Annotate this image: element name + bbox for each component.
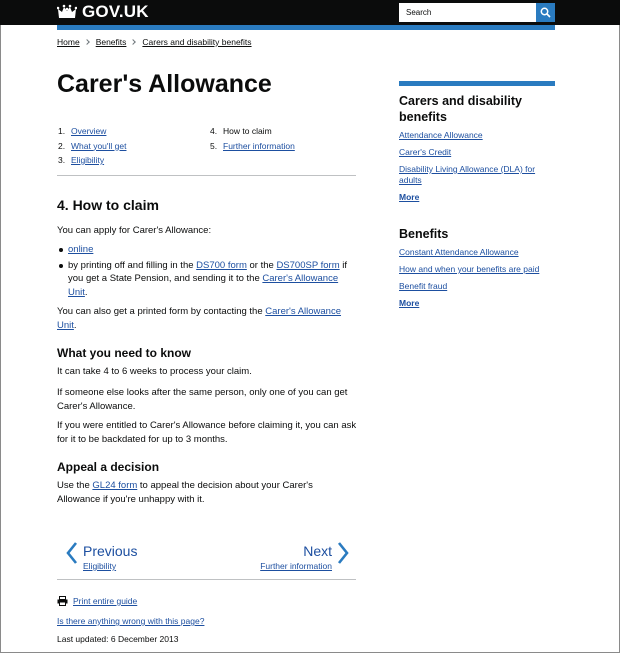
page-title: Carer's Allowance	[57, 70, 272, 98]
breadcrumb-carers[interactable]: Carers and disability benefits	[142, 37, 252, 47]
appeal-paragraph: Use the GL24 form to appeal the decision about your Carer's Allowance if you're unhappy with it.	[57, 480, 313, 505]
breadcrumb	[57, 37, 252, 47]
header-accent-bar	[57, 25, 555, 30]
contents-list-left	[58, 124, 126, 168]
know-paragraph: If you were entitled to Carer's Allowance before claiming it, you can ask for it to be backdated for up to 3 months.	[57, 420, 357, 445]
contents-item: 4. How to claim	[210, 124, 295, 139]
contents-item: 2. What you'll get	[58, 139, 126, 154]
govuk-logo[interactable]	[57, 2, 149, 22]
gl24-form-link[interactable]: GL24 form	[92, 480, 138, 491]
contents-current-how-to-claim: How to claim	[223, 126, 272, 136]
know-paragraph: It can take 4 to 6 weeks to process your claim.	[57, 366, 252, 377]
contents-item: 3. Eligibility	[58, 153, 126, 168]
logo-text: GOV.UK	[82, 2, 149, 21]
search-icon	[540, 7, 551, 18]
sidebar-link[interactable]: Constant Attendance Allowance	[399, 247, 519, 257]
contents-item: 1. Overview	[58, 124, 126, 139]
next-page-link[interactable]	[258, 541, 350, 572]
apply-methods-list	[57, 243, 357, 301]
sidebar-heading-benefits: Benefits	[399, 227, 449, 241]
sidebar-link[interactable]: How and when your benefits are paid	[399, 264, 540, 274]
search-input[interactable]	[399, 3, 536, 22]
chevron-right-icon	[131, 39, 137, 45]
chevron-right-icon	[84, 39, 90, 45]
divider	[57, 579, 356, 580]
contents-link-what-youll-get[interactable]: What you'll get	[71, 140, 127, 151]
previous-label: Previous	[83, 543, 138, 559]
sidebar-link[interactable]: Carer's Credit	[399, 147, 452, 157]
sidebar-link[interactable]: Disability Living Allowance (DLA) for adults	[399, 164, 536, 185]
search-box	[399, 3, 555, 22]
next-subtitle: Further information	[260, 561, 332, 571]
divider	[57, 175, 356, 176]
printer-icon	[57, 596, 68, 606]
list-item	[57, 259, 357, 300]
contents-item: 5. Further information	[210, 139, 295, 154]
sidebar-list-carers	[399, 130, 555, 209]
print-guide-label[interactable]: Print entire guide	[73, 596, 138, 606]
ds700sp-form-link[interactable]: DS700SP form	[276, 259, 340, 271]
print-guide-link[interactable]	[57, 596, 137, 606]
breadcrumb-home[interactable]: Home	[57, 37, 80, 47]
search-button[interactable]	[536, 3, 555, 22]
sidebar-link[interactable]: Benefit fraud	[399, 281, 448, 291]
site-header	[0, 0, 620, 25]
sidebar-list-benefits	[399, 247, 555, 315]
sidebar-link[interactable]: Attendance Allowance	[399, 130, 483, 140]
appeal-heading: Appeal a decision	[57, 460, 160, 474]
ds700-form-link[interactable]: DS700 form	[196, 259, 247, 271]
carers-allowance-unit-link[interactable]: Carer's Allowance Unit	[57, 306, 342, 331]
bullet	[57, 243, 68, 257]
carers-allowance-unit-link[interactable]: Carer's Allowance Unit	[68, 273, 339, 298]
contents-list-right	[210, 124, 295, 153]
intro-text: You can apply for Carer's Allowance:	[57, 225, 212, 236]
sidebar-heading-carers: Carers and disability benefits	[399, 94, 522, 124]
contents-link-overview[interactable]: Overview	[71, 126, 107, 136]
sidebar-more-link[interactable]: More	[399, 298, 420, 308]
bullet	[57, 259, 68, 300]
last-updated: Last updated: 6 December 2013	[57, 634, 179, 644]
report-problem-link[interactable]: Is there anything wrong with this page?	[57, 616, 205, 626]
know-heading: What you need to know	[57, 346, 191, 360]
know-paragraph: If someone else looks after the same person, only one of you can get Carer's Allowance.	[57, 387, 348, 412]
section-heading: 4. How to claim	[57, 197, 159, 213]
breadcrumb-benefits[interactable]: Benefits	[95, 37, 127, 47]
online-link[interactable]: online	[68, 244, 94, 255]
printed-form-text: You can also get a printed form by contacting the Carer's Allowance Unit.	[57, 306, 342, 331]
list-item	[57, 243, 357, 257]
chevron-left-icon	[65, 541, 79, 565]
chevron-right-icon	[336, 541, 350, 565]
sidebar-more-link[interactable]: More	[399, 192, 420, 202]
list-item-text: by printing off and filling in the DS700 form or the DS700SP form if you get a State Pension, and sending it to the Carer's Allowance Unit.	[68, 259, 348, 298]
previous-page-link[interactable]	[65, 541, 137, 572]
contents-link-further-information[interactable]: Further information	[223, 140, 295, 151]
sidebar-accent-bar	[399, 81, 555, 86]
previous-subtitle: Eligibility	[83, 561, 117, 571]
next-label: Next	[303, 543, 332, 559]
crown-icon	[57, 4, 77, 20]
contents-link-eligibility[interactable]: Eligibility	[71, 155, 105, 165]
